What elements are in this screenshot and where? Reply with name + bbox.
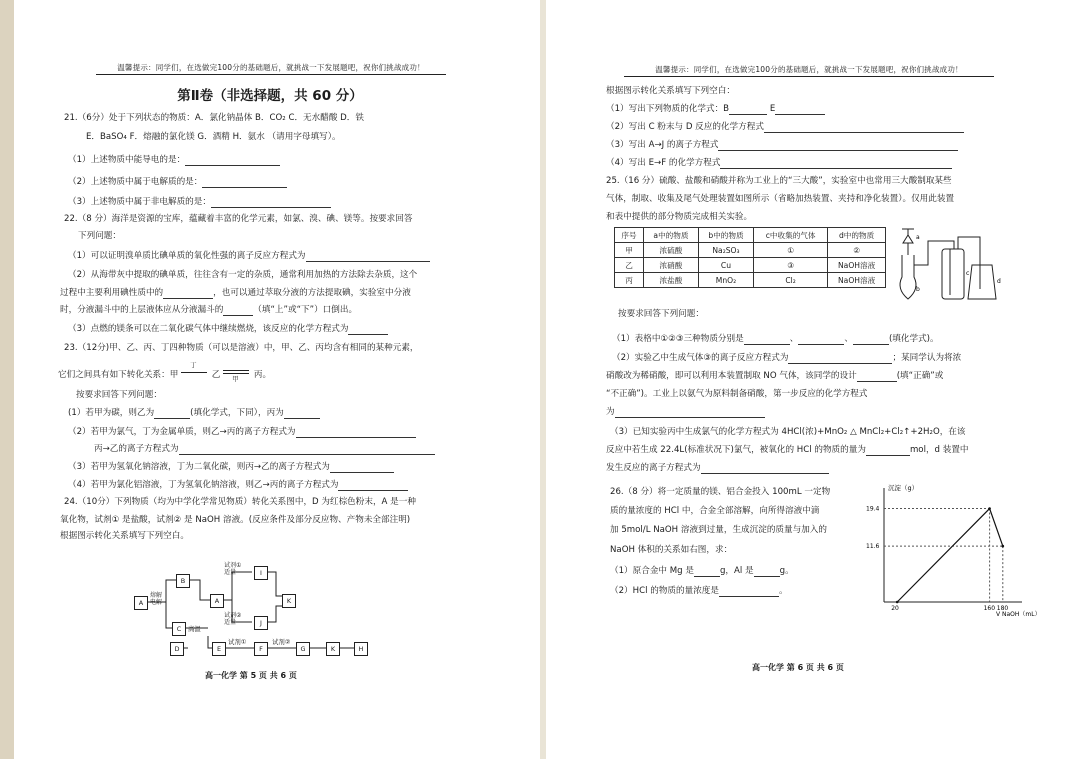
q26-part2: （2）HCl 的物质的量浓度是: [610, 586, 719, 596]
answer-blank[interactable]: [764, 123, 964, 133]
series-line: [897, 509, 1003, 602]
q23-relation-text: 它们之间具有如下转化关系：甲: [58, 370, 179, 380]
q21-part3: （3）上述物质中属于非电解质的是：: [68, 197, 211, 207]
q25-part1: （1）表格中①②③三种物质分别是: [612, 334, 744, 344]
q25-line3: 和表中提供的部分物质完成相关实验。: [606, 212, 753, 222]
data-point: [988, 507, 991, 510]
table-cell: ③: [754, 258, 828, 273]
q26-part1-al: g，Al 是: [719, 566, 754, 576]
q24-part1-e: E: [769, 104, 776, 114]
q25-part2-c: (填“正确”或: [896, 371, 944, 381]
answer-blank[interactable]: [857, 372, 897, 382]
table-cell: ②: [828, 243, 886, 258]
apparatus-label-c: c: [966, 270, 970, 277]
q23-part1-cont: (填化学式，下同），丙为: [190, 408, 284, 418]
q25-part2-cont: ；某同学认为将浓: [892, 353, 962, 363]
arrow-jia: 甲: [223, 366, 251, 377]
exam-page-6: 温馨提示：同学们，在选做完100分的基础题后，就挑战一下发展题吧，祝你们挑战成功！ 根据图示转化关系填写下列空白： （1）写出下列物质的化学式：B E （2）写出 C 粉末与 D 反应的化学方程式 （3）写出 A→J 的离子方程式 （4）写出 E→F 的化学方程式 25.（16 分）硫酸、盐酸和硝酸并称为工业上的“三大酸”，实验室中也常用三大酸制取某些 气体，制取、收集及尾气处理装置如图所示（省略加热装置、夹持和净化装置）。仅用此装置 和表中提供的部分物质完成相关实验。 序号 a中的物质 b中的物质 c中收集的气体 d中的物质 甲 浓硫酸 Na₂SO₃ ① ② 乙 浓硝酸 Cu ③ NaOH溶液 丙 浓盐酸 MnO₂ Cl₂ NaOH溶液 a b c d 按要求回答下列问题： （1）表格中①②③三种物质分别是 、 、 (填化学式)。 （2）实验乙中生成气体③的离子反应方程式为 ；某同学认为将浓 硝酸改为稀硝酸，即可以利用本装置制取 NO 气体，该同学的设计 (填“正确”或 “不正确”)。工业上以氨气为原料制备硝酸，第一步反应的化学方程式 为 （3）已知实验丙中生成氯气的化学方程式为 4HCl(浓)+MnO₂ △ MnCl₂+Cl₂↑+2H₂O，在该 反应中若生成 22.4L(标准状况下)氯气，被氧化的 HCl 的物质的量为 mol，d 装置中 发生反应的离子方程式为 26.（8 分）将一定质量的镁、铝合金投入 100mL 一定物 质的量浓度的 HCl 中，合金全部溶解，向所得溶液中滴 加 5mol/L NaOH 溶液到过量，生成沉淀的质量与加入的 NaOH 体积的关系如右图，求： （1）原合金中 Mg 是 g，Al 是 g。 （2）HCl 的物质的量浓度是 。 沉淀（g） V NaOH（mL） 20 160 180 19.4 11.6 高一化学 第 6 页 共 6 页: [546, 0, 1078, 759]
table-cell: 乙: [615, 258, 644, 273]
q23-part3: （3）若甲为氢氧化钠溶液，丁为二氧化碳，则丙→乙的离子方程式为: [68, 462, 330, 472]
q25-part3-d: 发生反应的离子方程式为: [606, 463, 701, 473]
table-header-cell: a中的物质: [643, 228, 698, 243]
node-J: J: [254, 616, 268, 630]
q22-part3: （3）点燃的镁条可以在二氧化碳气体中继续燃烧，该反应的化学方程式为: [68, 324, 349, 334]
data-point: [1002, 545, 1005, 548]
table-cell: Cl₂: [754, 273, 828, 288]
answer-blank[interactable]: [798, 335, 844, 345]
q24-line3: 根据图示转化关系填写下列空白。: [60, 531, 189, 541]
answer-blank[interactable]: [615, 408, 765, 418]
answer-blank[interactable]: [694, 567, 720, 577]
q22-part2-cont3: 时，分液漏斗中的上层液体应从分液漏斗的: [60, 305, 224, 315]
node-F: F: [254, 642, 268, 656]
table-cell: NaOH溶液: [828, 258, 886, 273]
q24-part4: （4）写出 E→F 的化学方程式: [606, 158, 721, 168]
q22-part2-cont: 过程中主要利用碘性质中的: [60, 288, 164, 298]
q22-part2-cont2: ，也可以通过萃取分液的方法提取碘，实验室中分液: [213, 288, 411, 298]
table-cell: Cu: [698, 258, 753, 273]
q22-part2-cont4: （填“上”或“下”）口倒出。: [253, 305, 358, 315]
q24-part1: （1）写出下列物质的化学式：B: [606, 104, 730, 114]
q25-part3-b: 反应中若生成 22.4L(标准状况下)氯气，被氧化的 HCl 的物质的量为: [606, 445, 866, 455]
answer-blank[interactable]: [701, 464, 829, 474]
node-K2: K: [326, 642, 340, 656]
label-reagent1-excess: 试剂①适量: [224, 562, 242, 576]
node-E: E: [212, 642, 226, 656]
answer-blank[interactable]: [729, 105, 767, 115]
page-header: 温馨提示：同学们，在选做完100分的基础题后，就挑战一下发展题吧，祝你们挑战成功！: [624, 64, 994, 77]
x-tick-label: 20: [891, 605, 899, 612]
q26-line4: NaOH 体积的关系如右图，求：: [610, 545, 733, 555]
page-header: 温馨提示：同学们，在选做完100分的基础题后，就挑战一下发展题吧，祝你们挑战成功！: [96, 62, 446, 75]
q21-part1: （1）上述物质中能导电的是：: [68, 155, 186, 165]
q21-line1: 21.（6分）处于下列状态的物质：A．氯化钠晶体 B．CO₂ C．无水醋酸 D．铁: [64, 113, 364, 123]
table-row: [615, 258, 886, 273]
q24-line1: 24.（10分）下列物质（均为中学化学常见物质）转化关系图中，D 为红棕色粉末，A 是一种: [64, 497, 416, 507]
q23-yi: 乙: [211, 370, 221, 380]
answer-blank[interactable]: [720, 159, 952, 169]
q23-part2-b: 丙→乙的离子方程式为: [94, 444, 179, 454]
q26-line1: 26.（8 分）将一定质量的镁、铝合金投入 100mL 一定物: [610, 487, 831, 497]
page-footer: 高一化学 第 5 页 共 6 页: [205, 671, 297, 680]
q25-line2: 气体，制取、收集及尾气处理装置如图所示（省略加热装置、夹持和净化装置）。仅用此装置: [606, 194, 955, 204]
table-row: [615, 243, 886, 258]
answer-blank[interactable]: [754, 567, 780, 577]
q22-part1: （1）可以证明溴单质比碘单质的氧化性强的离子反应方程式为: [68, 251, 306, 261]
apparatus-label-a: a: [916, 234, 920, 241]
apparatus-label-b: b: [916, 286, 920, 293]
q23-part4: （4）若甲为氯化铝溶液，丁为氢氧化钠溶液，则乙→丙的离子方程式为: [68, 480, 339, 490]
node-K: K: [282, 594, 296, 608]
q23-part2: （2）若甲为氯气，丁为金属单质，则乙→丙的离子方程式为: [68, 427, 296, 437]
label-reagent2: 试剂②: [272, 638, 291, 646]
q25-part2-d: “不正确”)。工业上以氨气为原料制备硝酸，第一步反应的化学方程式: [606, 389, 868, 399]
q24-part3: （3）写出 A→J 的离子方程式: [606, 140, 719, 150]
table-row: [615, 273, 886, 288]
label-high-temp: 高温: [188, 625, 201, 633]
q23-part1: (1）若甲为碳，则乙为: [68, 408, 155, 418]
q25-part2-b: 硝酸改为稀硝酸，即可以利用本装置制取 NO 气体，该同学的设计: [606, 371, 857, 381]
page-footer: 高一化学 第 6 页 共 6 页: [752, 663, 844, 672]
table-header-row: [615, 228, 886, 243]
q24-part2: （2）写出 C 粉末与 D 反应的化学方程式: [606, 122, 764, 132]
answer-blank[interactable]: [775, 105, 825, 115]
label-reagent1: 试剂①: [228, 638, 247, 646]
table-cell: Na₂SO₃: [698, 243, 753, 258]
q25-table: [614, 227, 886, 288]
table-header-cell: 序号: [615, 228, 644, 243]
q23-instruction: 按要求回答下列问题：: [76, 390, 162, 400]
q22-part2: （2）从海带灰中提取的碘单质，往往含有一定的杂质，通常利用加热的方法除去杂质，这个: [68, 270, 418, 280]
q22-line1: 22.（8 分）海洋是资源的宝库，蕴藏着丰富的化学元素，如氯、溴、碘、镁等。按要求回答: [64, 214, 413, 224]
node-G: G: [296, 642, 310, 656]
q25-line1: 25.（16 分）硫酸、盐酸和硝酸并称为工业上的“三大酸”，实验室中也常用三大酸制取某些: [606, 176, 952, 186]
answer-blank[interactable]: [788, 354, 892, 364]
q23-bing: 丙。: [253, 370, 272, 380]
q25-part2-e: 为: [606, 407, 615, 417]
label-reagent2-excess: 试剂②适量: [224, 612, 242, 626]
y-tick-label: 19.4: [866, 505, 880, 513]
node-C: C: [172, 622, 186, 636]
node-I: I: [254, 566, 268, 580]
node-H: H: [354, 642, 368, 656]
q23-line1: 23.（12分)甲、乙、丙、丁四种物质（可以是溶液）中，甲、乙、丙均含有相同的某种元素，: [64, 343, 419, 353]
q22-line2: 下列问题：: [78, 231, 121, 241]
data-point: [896, 601, 899, 604]
node-A2: A: [210, 594, 224, 608]
q21-line2: E．BaSO₄ F．熔融的氯化镁 G．酒精 H．氨水 （请用字母填写）。: [86, 132, 341, 142]
x-tick-label: 160: [983, 605, 996, 612]
q25-part1-cont: (填化学式)。: [888, 334, 939, 344]
table-cell: 浓硝酸: [643, 258, 698, 273]
node-B: B: [176, 574, 190, 588]
answer-blank[interactable]: [866, 446, 910, 456]
precipitate-chart: [850, 484, 1041, 620]
label-electrolysis: 熔解电解: [150, 592, 163, 606]
y-axis-label: 沉淀（g）: [888, 484, 919, 492]
table-header-cell: d中的物质: [828, 228, 886, 243]
q21-part2: （2）上述物质中属于电解质的是：: [68, 177, 203, 187]
x-axis-label: V NaOH（mL）: [996, 611, 1041, 618]
table-cell: ①: [754, 243, 828, 258]
answer-blank[interactable]: [718, 141, 958, 151]
q26-part1: （1）原合金中 Mg 是: [610, 566, 694, 576]
apparatus-diagram: [894, 225, 1004, 307]
q25-part3-c: mol，d 装置中: [909, 445, 969, 455]
node-D: D: [170, 642, 184, 656]
table-cell: MnO₂: [698, 273, 753, 288]
table-cell: 浓盐酸: [643, 273, 698, 288]
q24-line2: 氧化物，试剂① 是盐酸，试剂② 是 NaOH 溶液。(反应条件及部分反应物、产物未全部注明): [60, 515, 411, 525]
q26-line2: 质的量浓度的 HCl 中，合金全部溶解，向所得溶液中滴: [610, 506, 820, 516]
node-A: A: [134, 596, 148, 610]
y-tick-label: 11.6: [866, 543, 880, 551]
answer-blank[interactable]: [744, 335, 790, 345]
arrow-ding: 丁: [181, 366, 209, 377]
answer-blank[interactable]: [719, 587, 779, 597]
q25-part2: （2）实验乙中生成气体③的离子反应方程式为: [612, 353, 789, 363]
table-header-cell: b中的物质: [698, 228, 753, 243]
table-cell: 浓硫酸: [643, 243, 698, 258]
q26-line3: 加 5mol/L NaOH 溶液到过量，生成沉淀的质量与加入的: [610, 525, 827, 535]
table-cell: NaOH溶液: [828, 273, 886, 288]
x-tick-label: 180: [996, 605, 1009, 612]
q25-part3: （3）已知实验丙中生成氯气的化学方程式为 4HCl(浓)+MnO₂ △ MnCl₂+Cl₂↑+2H₂O，在该: [610, 427, 966, 437]
table-cell: 甲: [615, 243, 644, 258]
table-header-cell: c中收集的气体: [754, 228, 828, 243]
q25-instruction: 按要求回答下列问题：: [618, 309, 704, 319]
apparatus-label-d: d: [997, 278, 1001, 285]
section-title: 第Ⅱ卷（非选择题，共 60 分）: [177, 88, 363, 104]
table-cell: 丙: [615, 273, 644, 288]
q24-cont-intro: 根据图示转化关系填写下列空白：: [606, 86, 735, 96]
answer-blank[interactable]: [853, 335, 889, 345]
q26-part1-unit: g。: [779, 566, 794, 576]
